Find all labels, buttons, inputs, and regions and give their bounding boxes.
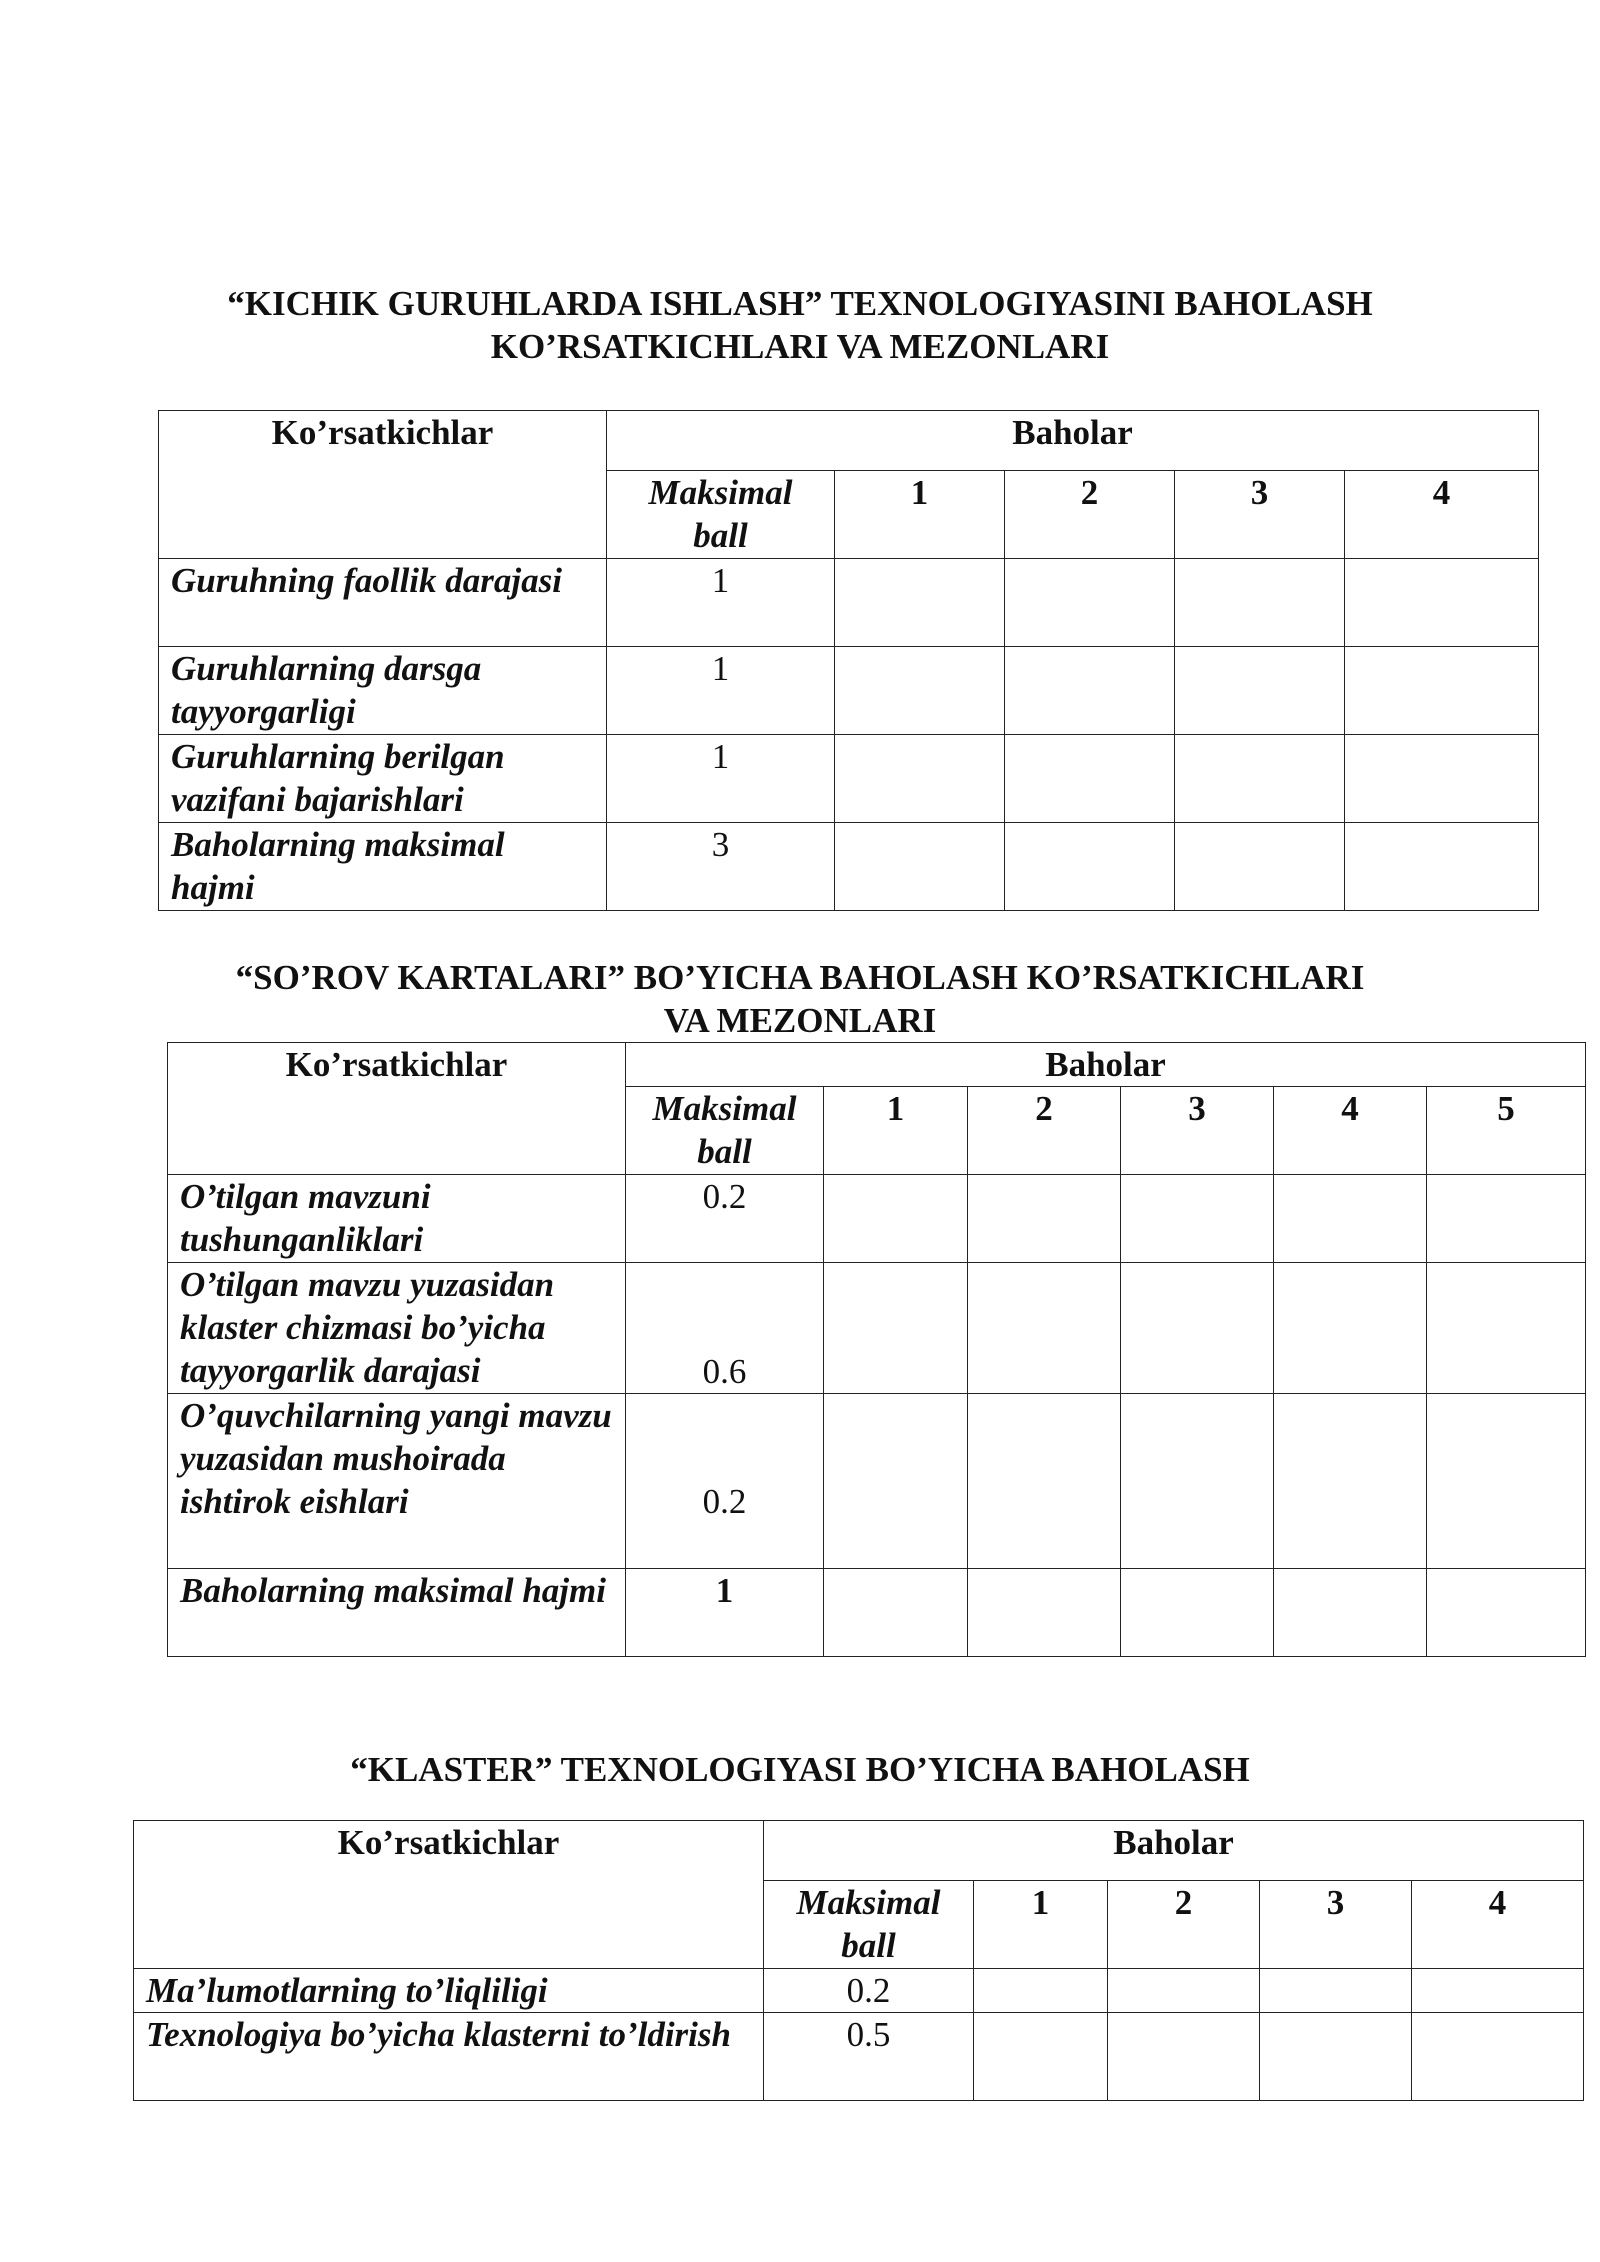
grades-header: Baholar — [626, 1043, 1586, 1087]
indicator-label: Guruhning faollik darajasi — [159, 559, 607, 647]
table1-title-line1: “KICHIK GURUHLARDA ISHLASH” TEXNOLOGIYASINI BAHOLASH — [227, 284, 1373, 323]
indicator-label: O’tilgan mavzu yuzasidan klaster chizmasi bo’yicha tayyorgarlik darajasi — [168, 1263, 626, 1394]
grade-cell — [1274, 1263, 1427, 1394]
grade-cell — [1175, 823, 1345, 911]
grade-column-1: 1 — [835, 471, 1005, 559]
grade-cell — [1005, 735, 1175, 823]
indicator-label: Guruhlarning berilgan vazifani bajarishlari — [159, 735, 607, 823]
grade-cell — [1260, 2013, 1412, 2101]
grade-cell — [835, 823, 1005, 911]
table-row — [168, 1394, 1586, 1569]
table-row — [159, 647, 1539, 735]
grades-header: Baholar — [607, 411, 1539, 471]
grade-cell — [1005, 559, 1175, 647]
grade-cell — [1005, 647, 1175, 735]
table-row — [134, 2013, 1584, 2101]
grade-column-4: 4 — [1345, 471, 1539, 559]
table3-title — [0, 1748, 1600, 1791]
grade-cell — [835, 735, 1005, 823]
grade-cell — [824, 1394, 968, 1569]
table-row — [134, 1969, 1584, 2013]
indicator-label: Baholarning maksimal hajmi — [159, 823, 607, 911]
table1 — [158, 410, 1539, 911]
table-row — [159, 735, 1539, 823]
grade-cell — [1121, 1263, 1274, 1394]
grade-column-3: 3 — [1121, 1087, 1274, 1175]
grade-cell — [1108, 2013, 1260, 2101]
grade-column-3: 3 — [1175, 471, 1345, 559]
table3-title-line1: “KLASTER” TEXNOLOGIYASI BO’YICHA BAHOLASH — [350, 1750, 1250, 1789]
grade-column-4: 4 — [1274, 1087, 1427, 1175]
grade-column-5: 5 — [1427, 1087, 1586, 1175]
grade-column-1: 1 — [824, 1087, 968, 1175]
max-score-header: Maksimal ball — [626, 1087, 824, 1175]
grade-cell — [1121, 1394, 1274, 1569]
max-score-value: 0.5 — [764, 2013, 974, 2101]
grade-cell — [1175, 735, 1345, 823]
grade-cell — [1005, 823, 1175, 911]
grade-cell — [1412, 2013, 1584, 2101]
indicators-header: Ko’rsatkichlar — [159, 411, 607, 559]
max-score-value: 0.2 — [626, 1394, 824, 1569]
grade-cell — [974, 2013, 1108, 2101]
indicators-header: Ko’rsatkichlar — [134, 1821, 764, 1969]
grade-cell — [835, 647, 1005, 735]
table-row — [168, 1569, 1586, 1657]
table2-title — [0, 956, 1600, 1042]
table-row — [159, 823, 1539, 911]
table-row — [168, 1263, 1586, 1394]
table2-title-line1: “SO’ROV KARTALARI” BO’YICHA BAHOLASH KO’RSATKICHLARI — [235, 958, 1365, 997]
grades-header: Baholar — [764, 1821, 1584, 1881]
grade-cell — [1121, 1569, 1274, 1657]
grade-cell — [1345, 647, 1539, 735]
max-score-header: Maksimal ball — [607, 471, 835, 559]
grade-cell — [1274, 1569, 1427, 1657]
indicator-label: Ma’lumotlarning to’liqliligi — [134, 1969, 764, 2013]
max-score-value: 0.6 — [626, 1263, 824, 1394]
table1-title-line2: KO’RSATKICHLARI VA MEZONLARI — [490, 327, 1110, 366]
grade-cell — [1345, 559, 1539, 647]
max-score-value: 3 — [607, 823, 835, 911]
grade-cell — [1260, 1969, 1412, 2013]
indicator-label: O’quvchilarning yangi mavzu yuzasidan mushoirada ishtirok eishlari — [168, 1394, 626, 1569]
grade-column-3: 3 — [1260, 1881, 1412, 1969]
indicator-label: O’tilgan mavzuni tushunganliklari — [168, 1175, 626, 1263]
grade-cell — [1427, 1569, 1586, 1657]
grade-cell — [1427, 1175, 1586, 1263]
grade-column-2: 2 — [1005, 471, 1175, 559]
table-row — [168, 1175, 1586, 1263]
grade-cell — [968, 1569, 1121, 1657]
grade-column-2: 2 — [968, 1087, 1121, 1175]
grade-cell — [1121, 1175, 1274, 1263]
grade-cell — [824, 1175, 968, 1263]
grade-cell — [1274, 1394, 1427, 1569]
grade-column-4: 4 — [1412, 1881, 1584, 1969]
grade-cell — [968, 1175, 1121, 1263]
grade-cell — [835, 559, 1005, 647]
max-score-value: 0.2 — [764, 1969, 974, 2013]
max-score-value: 1 — [607, 647, 835, 735]
indicator-label: Guruhlarning darsga tayyorgarligi — [159, 647, 607, 735]
grade-cell — [1345, 823, 1539, 911]
indicator-label: Baholarning maksimal hajmi — [168, 1569, 626, 1657]
grade-cell — [1412, 1969, 1584, 2013]
max-score-value: 1 — [607, 735, 835, 823]
max-score-value: 1 — [607, 559, 835, 647]
grade-cell — [1175, 647, 1345, 735]
grade-cell — [974, 1969, 1108, 2013]
grade-column-2: 2 — [1108, 1881, 1260, 1969]
grade-cell — [824, 1263, 968, 1394]
table1-title — [0, 282, 1600, 368]
grade-cell — [1274, 1175, 1427, 1263]
max-score-value: 0.2 — [626, 1175, 824, 1263]
table3 — [133, 1820, 1584, 2101]
indicators-header: Ko’rsatkichlar — [168, 1043, 626, 1175]
grade-cell — [1175, 559, 1345, 647]
table2-title-line2: VA MEZONLARI — [663, 1001, 937, 1040]
grade-cell — [1108, 1969, 1260, 2013]
grade-cell — [1345, 735, 1539, 823]
grade-cell — [968, 1263, 1121, 1394]
grade-column-1: 1 — [974, 1881, 1108, 1969]
grade-cell — [824, 1569, 968, 1657]
max-score-value: 1 — [626, 1569, 824, 1657]
grade-cell — [1427, 1263, 1586, 1394]
grade-cell — [1427, 1394, 1586, 1569]
grade-cell — [968, 1394, 1121, 1569]
max-score-header: Maksimal ball — [764, 1881, 974, 1969]
table2 — [167, 1042, 1586, 1657]
indicator-label: Texnologiya bo’yicha klasterni to’ldirish — [134, 2013, 764, 2101]
table-row — [159, 559, 1539, 647]
